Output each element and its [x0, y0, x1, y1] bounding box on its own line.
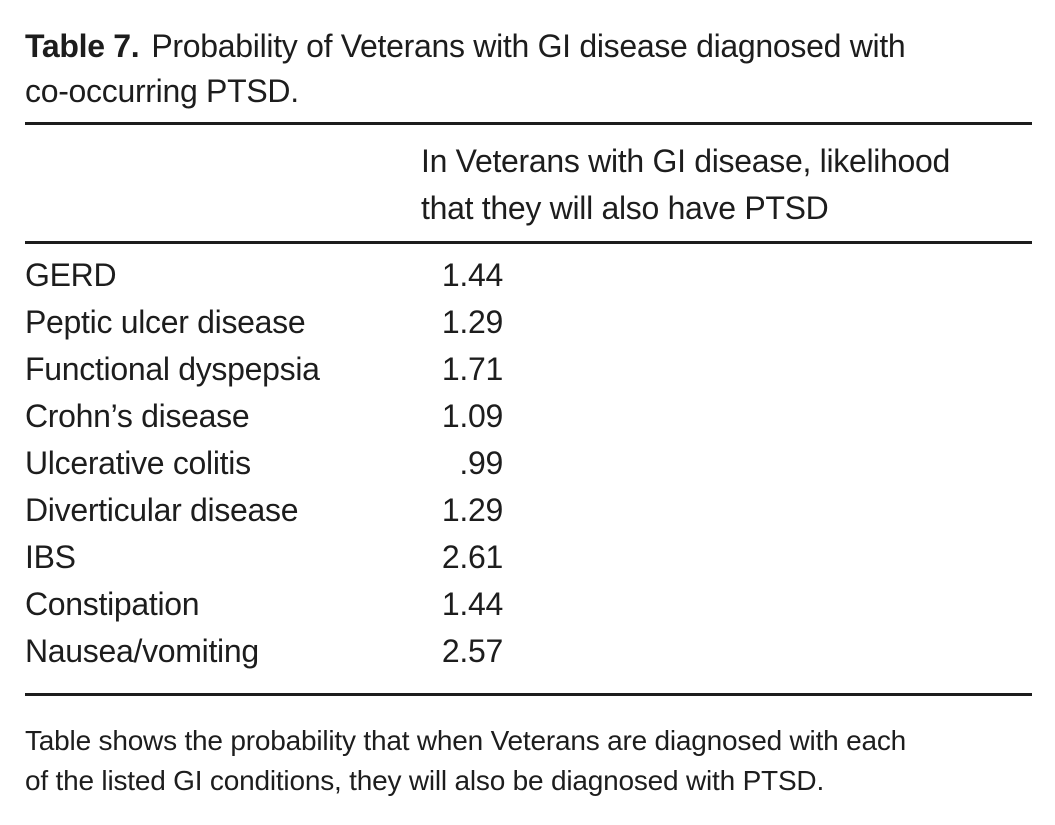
row-value: 1.44 [441, 586, 503, 622]
table-row [25, 581, 1032, 628]
table-row [25, 440, 1032, 487]
table-row [25, 299, 1032, 346]
bottom-rule [25, 693, 1032, 696]
caption-line-1 [25, 24, 1032, 69]
row-value: .99 [459, 445, 503, 481]
table-body [25, 244, 1032, 693]
table-row [25, 534, 1032, 581]
row-label: Crohn’s disease [25, 398, 250, 434]
row-label: Ulcerative colitis [25, 445, 251, 481]
table-row [25, 393, 1032, 440]
row-value: 1.29 [441, 304, 503, 340]
table-row [25, 628, 1032, 675]
table-number: Table 7. [25, 28, 140, 64]
table-caption [25, 24, 1032, 114]
caption-line-2: co-occurring PTSD. [25, 73, 299, 109]
header-spacer-cell [25, 138, 421, 232]
table-figure [25, 0, 1032, 801]
footnote-line-1: Table shows the probability that when Veterans are diagnosed with each [25, 725, 907, 756]
row-label: Constipation [25, 586, 200, 622]
table-row [25, 346, 1032, 393]
row-value: 1.44 [441, 257, 503, 293]
value-column-header [421, 138, 950, 232]
table-row [25, 252, 1032, 299]
value-column-header-line-1: In Veterans with GI disease, likelihood [421, 143, 951, 179]
row-value: 1.09 [441, 398, 503, 434]
row-label: GERD [25, 257, 117, 293]
row-value: 1.29 [441, 492, 503, 528]
table-row [25, 487, 1032, 534]
row-value: 2.57 [441, 633, 503, 669]
row-label: Nausea/vomiting [25, 633, 259, 669]
caption-text: Probability of Veterans with GI disease diagnosed with [151, 28, 906, 64]
value-column-header-line-2: that they will also have PTSD [421, 190, 829, 226]
row-label: Diverticular disease [25, 492, 299, 528]
table-footnote [25, 721, 1032, 801]
row-value: 1.71 [441, 351, 503, 387]
footnote-line-2: of the listed GI conditions, they will also be diagnosed with PTSD. [25, 765, 825, 796]
row-label: IBS [25, 539, 76, 575]
table-header-row [25, 125, 1032, 241]
row-value: 2.61 [441, 539, 503, 575]
row-label: Functional dyspepsia [25, 351, 320, 387]
row-label: Peptic ulcer disease [25, 304, 306, 340]
